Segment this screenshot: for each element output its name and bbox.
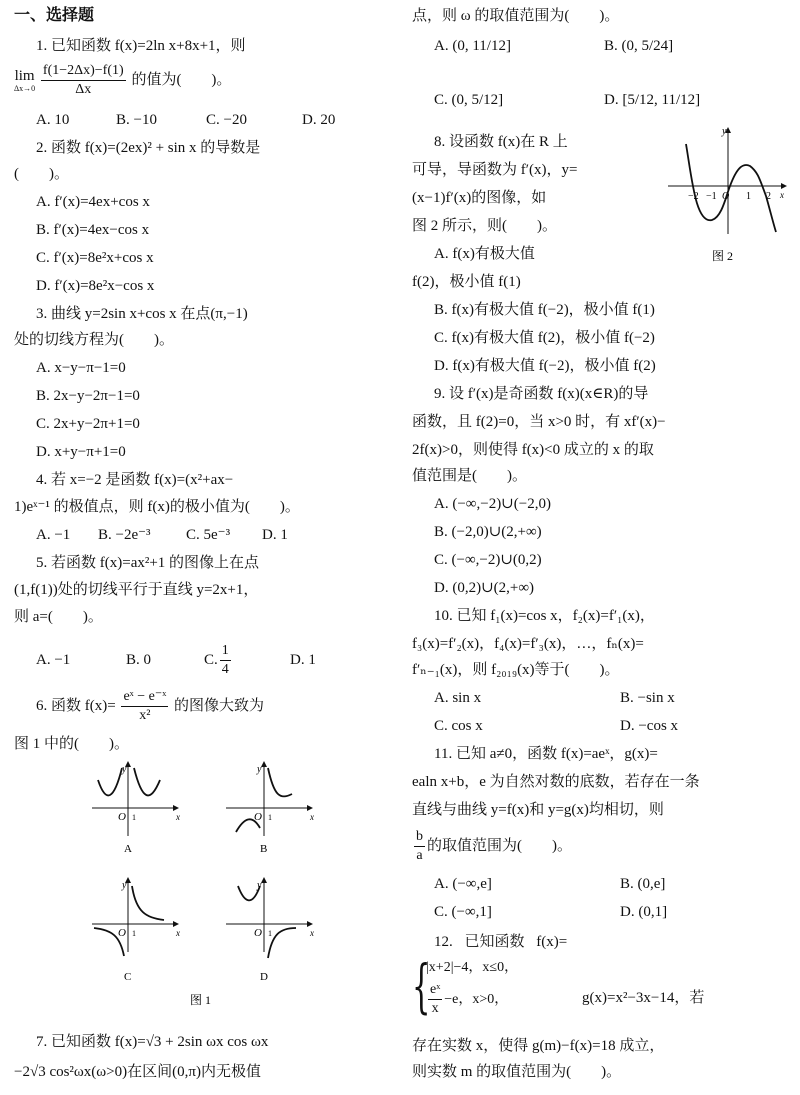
- q4-option-a[interactable]: A. −1: [36, 527, 71, 543]
- q9-option-c[interactable]: C. (−∞,−2)∪(0,2): [434, 552, 542, 568]
- graph-b-origin: O: [254, 811, 262, 823]
- q5-frac-den: 4: [221, 662, 229, 678]
- q8-option-a-cont: f(2)，极小值 f(1): [412, 274, 521, 290]
- q5-stem-1: 5. 若函数 f(x)=ax²+1 的图像上在点: [36, 555, 260, 571]
- q10-option-d[interactable]: D. −cos x: [620, 718, 679, 734]
- q3-option-d[interactable]: D. x+y−π+1=0: [36, 444, 126, 460]
- q10-stem-3: f′ₙ₋₁(x)，则 f₂₀₁₉(x)等于( )。: [412, 662, 620, 678]
- q7-option-b[interactable]: [604, 36, 673, 56]
- q9-option-a[interactable]: A. (−∞,−2)∪(−2,0): [434, 496, 551, 512]
- graph-d-label: D: [260, 971, 268, 983]
- q11-option-b[interactable]: B. (0,e]: [620, 876, 666, 892]
- q12-piece-2-den: x: [431, 1001, 439, 1017]
- q5-options: [36, 640, 316, 680]
- q7-option-a-label: A.: [434, 38, 449, 54]
- q11-option-d[interactable]: D. (0,1]: [620, 904, 668, 920]
- q7-stem-2: −2√3 cos²ωx(ω>0)在区间(0,π)内无极值: [14, 1064, 261, 1080]
- graph-a[interactable]: [92, 762, 180, 855]
- q2-stem-1: 2. 函数 f(x)=(2ex)² + sin x 的导数是: [36, 140, 261, 156]
- q10-option-b[interactable]: B. −sin x: [620, 690, 675, 706]
- q11-option-c[interactable]: C. (−∞,1]: [434, 904, 492, 920]
- graph-b-y-label: y: [257, 764, 262, 775]
- q9-stem-3: 2f(x)>0，则使得 f(x)<0 成立的 x 的取: [412, 442, 654, 458]
- figure-2: [664, 124, 788, 264]
- q8-option-d[interactable]: D. f(x)有极大值 f(−2)，极小值 f(2): [434, 358, 656, 374]
- q12-piecewise: [412, 952, 790, 1020]
- q1-limit: [14, 62, 231, 99]
- figure-2-caption: 图 2: [712, 249, 734, 263]
- graph-c[interactable]: [92, 878, 180, 983]
- q5-option-c-label: C.: [204, 652, 218, 668]
- q10-stem-1: 10. 已知 f₁(x)=cos x，f₂(x)=f′₁(x)，: [434, 608, 655, 624]
- q6-frac-num: eˣ − e⁻ˣ: [121, 688, 168, 707]
- graph-d-origin: O: [254, 927, 262, 939]
- q10-option-c[interactable]: C. cos x: [434, 718, 483, 734]
- q9-stem-2: 函数，且 f(2)=0，当 x>0 时，有 xf′(x)−: [412, 414, 666, 430]
- q11-stem-4: 的取值范围为( )。: [427, 838, 572, 854]
- q8-stem-1: 8. 设函数 f(x)在 R 上: [434, 134, 568, 150]
- q9-option-b[interactable]: B. (−2,0)∪(2,+∞): [434, 524, 542, 540]
- q1-option-b[interactable]: B. −10: [116, 112, 157, 128]
- q11-stem-4-line: [412, 826, 572, 866]
- q5-option-d[interactable]: D. 1: [290, 652, 316, 668]
- q5-stem-3: 则 a=( )。: [14, 609, 103, 625]
- graph-d[interactable]: [226, 878, 314, 983]
- q3-option-c[interactable]: C. 2x+y−2π+1=0: [36, 416, 140, 432]
- q1-option-d[interactable]: D. 20: [302, 112, 336, 128]
- figure-1: [14, 760, 386, 1020]
- graph-a-tick: 1: [132, 813, 136, 822]
- q4-stem-2: 1)eˣ⁻¹ 的极值点，则 f(x)的极小值为( )。: [14, 499, 300, 515]
- q6-stem-prefix: 6. 函数 f(x)=: [36, 698, 116, 714]
- q1-stem: 1. 已知函数 f(x)=2ln x+8x+1，则: [36, 38, 246, 54]
- q4-option-d[interactable]: D. 1: [262, 527, 288, 543]
- q7-option-d-label: D.: [604, 92, 619, 108]
- limit-symbol: lim: [14, 68, 35, 84]
- q6-stem-2: 图 1 中的( )。: [14, 736, 129, 752]
- graph-b-tick: 1: [268, 813, 272, 822]
- q7-option-d[interactable]: [604, 90, 700, 110]
- q11-fraction: [414, 828, 425, 865]
- q7-option-a-text: (0, 11/12]: [452, 38, 511, 54]
- q4-option-c[interactable]: C. 5e⁻³: [186, 527, 231, 543]
- q2-option-a[interactable]: A. f′(x)=4ex+cos x: [36, 194, 150, 210]
- figure-2-curve: [686, 144, 776, 232]
- graph-a-origin: O: [118, 811, 126, 823]
- q12-g-def: g(x)=x²−3x−14，若: [582, 990, 705, 1006]
- limit-subscript: Δx→0: [14, 84, 36, 93]
- q1-options: [36, 110, 335, 130]
- figure-2-tick-1: 1: [746, 191, 751, 202]
- graph-a-label: A: [124, 843, 132, 855]
- q6-stem: [36, 686, 264, 726]
- q5-option-b[interactable]: B. 0: [126, 652, 152, 668]
- q7-option-d-text: [5/12, 11/12]: [622, 92, 701, 108]
- q11-stem-3: 直线与曲线 y=f(x)和 y=g(x)均相切，则: [412, 802, 664, 818]
- graph-c-y-label: y: [122, 880, 127, 891]
- q5-frac-num: 1: [220, 642, 231, 661]
- q6-stem-suffix: 的图像大致为: [174, 698, 265, 714]
- q7-stem-3: 点，则 ω 的取值范围为( )。: [412, 8, 620, 24]
- q12-piece-2-rest: −e，x>0，: [444, 992, 509, 1007]
- q10-stem-2: f₃(x)=f′₂(x)，f₄(x)=f′₃(x)，…，fₙ(x)=: [412, 636, 644, 652]
- graph-c-label: C: [124, 971, 132, 983]
- q8-option-a[interactable]: A. f(x)有极大值: [434, 246, 535, 262]
- q3-stem-1: 3. 曲线 y=2sin x+cos x 在点(π,−1): [36, 306, 248, 322]
- graph-b[interactable]: [226, 762, 314, 855]
- q1-fraction: [41, 62, 126, 99]
- q9-stem-1: 9. 设 f′(x)是奇函数 f(x)(x∈R)的导: [434, 386, 649, 402]
- q12-stem-2: 存在实数 x，使得 g(m)−f(x)=18 成立，: [412, 1038, 665, 1054]
- q10-option-a[interactable]: A. sin x: [434, 690, 482, 706]
- graph-d-y-label: y: [257, 880, 262, 891]
- q8-option-b[interactable]: B. f(x)有极大值 f(−2)，极小值 f(1): [434, 302, 655, 318]
- q12-stem-3: 则实数 m 的取值范围为( )。: [412, 1064, 622, 1080]
- q6-fraction: [121, 688, 168, 725]
- q5-stem-2: (1,f(1))处的切线平行于直线 y=2x+1，: [14, 582, 259, 598]
- graph-d-tick: 1: [268, 929, 272, 938]
- q12-brace-icon: {: [412, 952, 431, 1020]
- q1-limit-suffix: 的值为( )。: [131, 71, 232, 88]
- figure-2-x-label: x: [780, 190, 784, 200]
- q8-stem-3: (x−1)f′(x)的图像，如: [412, 190, 547, 206]
- q8-stem-2: 可导，导函数为 f′(x)，y=: [412, 162, 578, 178]
- q1-fraction-den: Δx: [75, 82, 92, 97]
- figure-2-tick-n2: −2: [688, 191, 699, 202]
- q12-piece-2-frac: [428, 981, 442, 1018]
- q7-option-c-text: (0, 5/12]: [451, 92, 504, 108]
- q12-stem-1: 12. 已知函数 f(x)=: [434, 934, 568, 950]
- graph-b-label: B: [260, 843, 268, 855]
- q7-option-b-label: B.: [604, 38, 618, 54]
- graph-a-x-label: x: [176, 812, 180, 822]
- q12-piece-2: [426, 980, 508, 1020]
- section-title: 一、选择题: [14, 7, 95, 24]
- q7-option-b-text: (0, 5/24]: [621, 38, 674, 54]
- q9-option-d[interactable]: D. (0,2)∪(2,+∞): [434, 580, 535, 596]
- q4-option-b[interactable]: B. −2e⁻³: [98, 527, 151, 543]
- q8-stem-4: 图 2 所示，则( )。: [412, 218, 557, 234]
- q11-option-a[interactable]: A. (−∞,e]: [434, 876, 492, 892]
- q1-option-a[interactable]: A. 10: [36, 112, 70, 128]
- q7-option-c[interactable]: [434, 90, 503, 110]
- q2-option-d[interactable]: D. f′(x)=8e²x−cos x: [36, 278, 155, 294]
- q1-fraction-num: f(1−2Δx)−f(1): [41, 62, 126, 81]
- figure-2-origin: O: [722, 191, 730, 202]
- q4-options: [36, 525, 288, 545]
- graph-c-x-label: x: [176, 928, 180, 938]
- q11-stem-2: ealn x+b，e 为自然对数的底数，若存在一条: [412, 774, 700, 790]
- graph-a-y-label: y: [122, 764, 127, 775]
- q1-option-c[interactable]: C. −20: [206, 112, 247, 128]
- q11-frac-den: a: [416, 848, 423, 864]
- q3-option-b[interactable]: B. 2x−y−2π−1=0: [36, 388, 140, 404]
- q4-stem-1: 4. 若 x=−2 是函数 f(x)=(x²+ax−: [36, 472, 234, 488]
- figure-1-caption: 图 1: [190, 993, 212, 1007]
- q12-piece-2-num: eˣ: [428, 981, 442, 1000]
- q8-option-c[interactable]: C. f(x)有极大值 f(2)，极小值 f(−2): [434, 330, 655, 346]
- q6-frac-den: x²: [139, 708, 151, 724]
- graph-d-x-label: x: [310, 928, 314, 938]
- q9-stem-4: 值范围是( )。: [412, 468, 527, 484]
- q7-option-a[interactable]: [434, 36, 511, 56]
- q3-stem-2: 处的切线方程为( )。: [14, 332, 174, 348]
- q5-option-a[interactable]: A. −1: [36, 652, 71, 668]
- figure-2-tick-n1: −1: [706, 191, 717, 202]
- graph-c-tick: 1: [132, 929, 136, 938]
- q11-stem-1: 11. 已知 a≠0，函数 f(x)=aeˣ，g(x)=: [434, 746, 658, 762]
- q2-stem-2: ( )。: [14, 166, 69, 182]
- graph-b-x-label: x: [310, 812, 314, 822]
- q7-option-c-label: C.: [434, 92, 448, 108]
- q7-stem-1: 7. 已知函数 f(x)=√3 + 2sin ωx cos ωx: [36, 1034, 269, 1050]
- figure-2-y-label: y: [722, 126, 727, 137]
- q2-option-b[interactable]: B. f′(x)=4ex−cos x: [36, 222, 150, 238]
- graph-c-origin: O: [118, 927, 126, 939]
- figure-2-tick-2: 2: [766, 191, 771, 202]
- q11-frac-num: b: [414, 828, 425, 847]
- q12-piece-1: |x+2|−4，x≤0，: [426, 960, 519, 975]
- q5-option-c[interactable]: [204, 640, 290, 680]
- q2-option-c[interactable]: C. f′(x)=8e²x+cos x: [36, 250, 154, 266]
- q3-option-a[interactable]: A. x−y−π−1=0: [36, 360, 126, 376]
- q5-option-c-fraction: [220, 642, 231, 679]
